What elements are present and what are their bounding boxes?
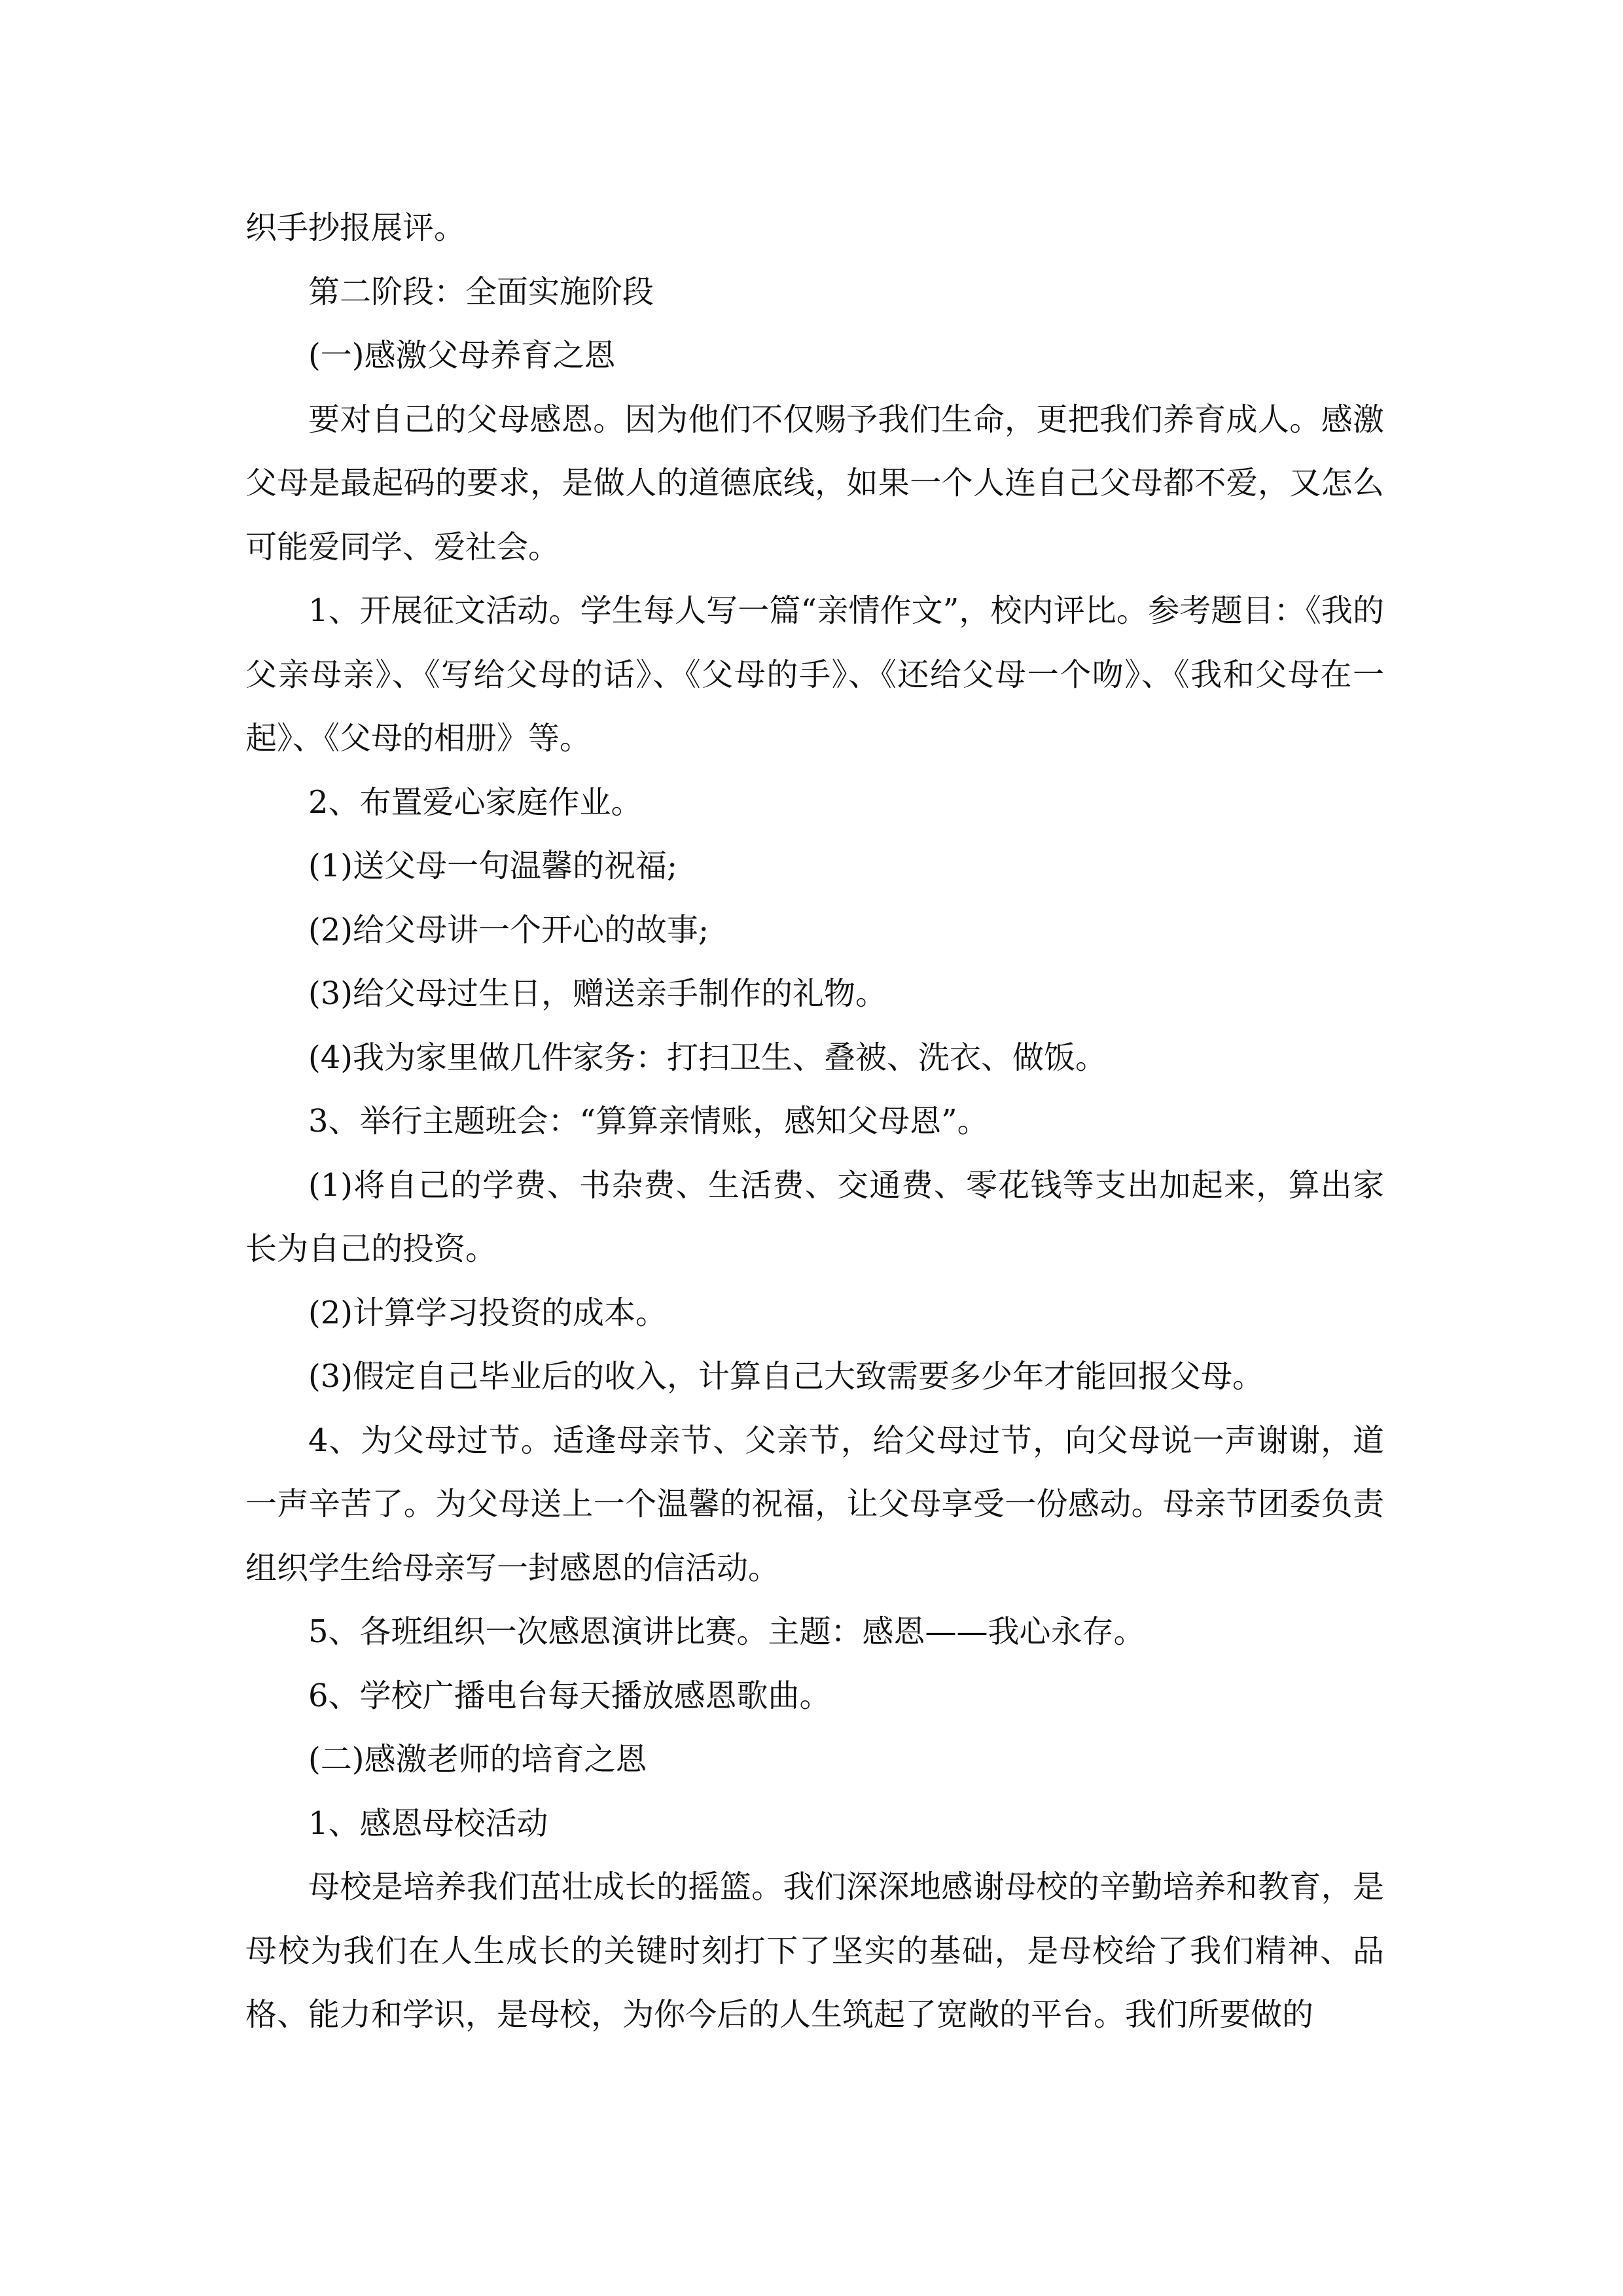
paragraph-continuation: 织手抄报展评。 [245,209,466,246]
sub-item-housework: (4)我为家里做几件家务：打扫卫生、叠被、洗衣、做饭。 [308,1039,1107,1076]
list-item-alma-mater: 1、感恩母校活动 [308,1804,548,1842]
subsection-heading-parents: (一)感激父母养育之恩 [308,337,616,374]
list-item-festival: 4、为父母过节。适逢母亲节、父亲节，给父母过节，向父母说一声谢谢，道一声辛苦了。为父母送上一个温馨的祝福，让父母享受一份感动。母亲节团委负责组织学生给母亲写一封感恩的信活动。 [245,1422,1384,1587]
list-item-essay-activity: 1、开展征文活动。学生每人写一篇“亲情作文”，校内评比。参考题目：《我的父亲母亲》、《写给父母的话》、《父母的手》、《还给父母一个吻》、《我和父母在一起》、《父母的相册》等。 [245,592,1384,757]
sub-item-cost: (2)计算学习投资的成本。 [308,1294,667,1331]
list-item-speech-contest: 5、各班组织一次感恩演讲比赛。主题：感恩——我心永存。 [308,1613,1145,1650]
paragraph-parents-intro: 要对自己的父母感恩。因为他们不仅赐予我们生命，更把我们养育成人。感激父母是最起码的要求，是做人的道德底线，如果一个人连自己父母都不爱，又怎么可能爱同学、爱社会。 [245,401,1384,565]
document-body [245,196,1384,2047]
paragraph-alma-mater: 母校是培养我们茁壮成长的摇篮。我们深深地感谢母校的辛勤培养和教育，是母校为我们在人生成长的关键时刻打下了坚实的基础，是母校给了我们精神、品格、能力和学识，是母校，为你今后的人生筑起了宽敞的平台。我们所要做的 [245,1869,1384,2033]
section-heading-stage-two: 第二阶段：全面实施阶段 [308,273,654,310]
subsection-heading-teachers: (二)感激老师的培育之恩 [308,1741,647,1778]
sub-item-blessing: (1)送父母一句温馨的祝福; [308,848,678,884]
document-page [245,0,1384,2296]
list-item-radio: 6、学校广播电台每天播放感恩歌曲。 [308,1677,831,1714]
list-item-homework: 2、布置爱心家庭作业。 [308,783,643,821]
list-item-class-meeting: 3、举行主题班会：“算算亲情账，感知父母恩”。 [308,1103,989,1139]
sub-item-story: (2)给父母讲一个开心的故事; [308,911,709,948]
sub-item-income: (3)假定自己毕业后的收入，计算自己大致需要多少年才能回报父母。 [308,1358,1264,1395]
sub-item-expenses: (1)将自己的学费、书杂费、生活费、交通费、零花钱等支出加起来，算出家长为自己的投资。 [245,1166,1384,1267]
sub-item-birthday: (3)给父母过生日，赠送亲手制作的礼物。 [308,975,887,1012]
